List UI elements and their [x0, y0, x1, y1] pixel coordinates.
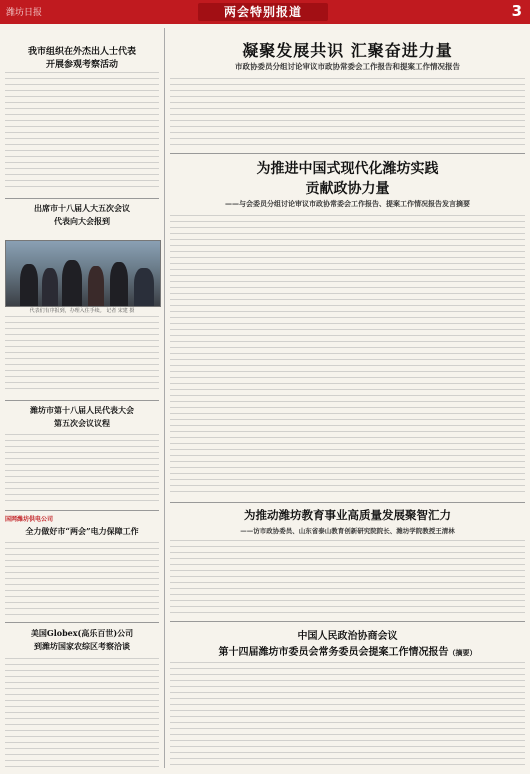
- left-article-2-title-line-2: 代表向大会报到: [54, 216, 110, 226]
- left-article-4-title: 全力做好市“两会”电力保障工作: [25, 526, 139, 536]
- left-article-1-title-line-1: 我市组织在外杰出人士代表: [27, 47, 136, 57]
- photo-caption: 代表们有序报到，办理入住手续。 记者 宋建 摄: [29, 308, 135, 314]
- feature-title-line-2: 贡献政协力量: [305, 181, 390, 197]
- left-article-3-body: [5, 434, 159, 504]
- left-article-1-title-line-2: 开展参观考察活动: [45, 60, 118, 70]
- education-title: 为推动潍坊教育事业高质量发展聚智汇力: [244, 508, 451, 522]
- delegates-photo: [5, 240, 161, 307]
- left-article-5-title-line-1: 美国Globex(高乐百世)公司: [30, 628, 134, 638]
- rule: [5, 622, 159, 623]
- left-article-4-body: [5, 542, 159, 616]
- rule: [5, 400, 159, 401]
- left-article-2-title-line-1: 出席市十八届人大五次会议: [34, 203, 130, 213]
- left-article-1-body: [5, 72, 159, 192]
- left-article-3-title-line-1: 潍坊市第十八届人民代表大会: [30, 405, 134, 415]
- cppcc-title-line-1: 中国人民政治协商会议: [297, 631, 398, 642]
- rule: [5, 510, 159, 511]
- left-article-5-body: [5, 658, 159, 770]
- lead-title: 凝聚发展共识 汇聚奋进力量: [242, 41, 453, 60]
- lead-body: [170, 78, 525, 148]
- lead-subtitle: 市政协委员分组讨论审议市政协常委会工作报告和提案工作情况报告: [235, 62, 460, 71]
- page-number: 3: [511, 2, 522, 20]
- feature-subtitle: ——与会委员分组讨论审议市政协常委会工作报告、提案工作情况报告发言摘要: [225, 200, 470, 208]
- education-body: [170, 540, 525, 616]
- cppcc-title-line-2: [170, 643, 525, 658]
- cppcc-abstract-tag: （摘要）: [448, 648, 477, 657]
- feature-body: [170, 215, 525, 497]
- rule: [170, 153, 525, 154]
- section-title: 两会特别报道: [198, 3, 328, 21]
- left-article-5-title-line-2: 到潍坊国家农综区考察洽谈: [34, 641, 130, 651]
- left-article-3-title-line-2: 第五次会议议程: [54, 418, 110, 428]
- rule: [170, 621, 525, 622]
- rule: [170, 502, 525, 503]
- cppcc-title-line-2-text: 第十四届潍坊市委员会常务委员会提案工作情况报告: [218, 647, 449, 658]
- rule: [5, 198, 159, 199]
- education-subtitle: ——访市政协委员、山东省泰山教育创新研究院院长、潍坊学院教授王清林: [240, 527, 455, 535]
- cppcc-body: [170, 662, 525, 770]
- paper-name: 潍坊日报: [6, 8, 43, 18]
- column-divider: [164, 28, 165, 768]
- left-article-4-tag: 国网潍坊供电公司: [5, 516, 54, 523]
- feature-title-line-1: 为推进中国式现代化潍坊实践: [256, 161, 439, 177]
- masthead: [0, 0, 530, 24]
- left-article-2-body: [5, 316, 159, 394]
